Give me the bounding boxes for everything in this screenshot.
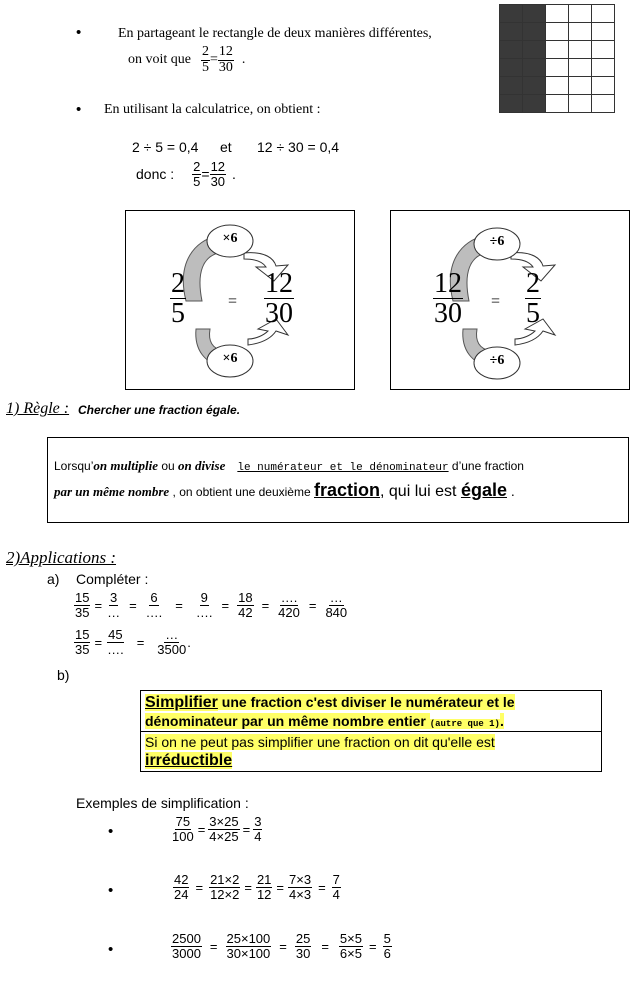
top-operator: ÷6: [489, 234, 505, 249]
fraction: [171, 932, 202, 960]
numerator: 5: [383, 931, 391, 946]
bullet-icon: •: [108, 882, 114, 899]
denominator: ….: [195, 604, 213, 620]
example-2: [173, 873, 341, 901]
fraction: [256, 873, 272, 901]
fraction: [173, 873, 189, 901]
denominator: 42: [238, 604, 253, 620]
examples-title: Exemples de simplification :: [76, 795, 249, 811]
numerator: 25: [295, 931, 311, 946]
fraction: $\frac{2}{5}$: [193, 159, 201, 189]
calc2: 12 ÷ 30 = 0,4: [257, 139, 340, 155]
equals-sign: =: [175, 597, 183, 613]
numerator: ….: [280, 590, 298, 605]
fraction: [226, 932, 272, 960]
equals-sign: =: [318, 879, 326, 895]
equals-sign: =: [368, 938, 377, 954]
simplify-definition: Simplifier une fraction c'est diviser le numérateur et le dénominateur par un même nombre entier (autre que 1).: [145, 694, 515, 729]
part-b-label: b): [57, 667, 70, 683]
denominator: 12: [256, 886, 272, 902]
numerator: 21: [256, 872, 272, 887]
equals-sign: =: [491, 293, 501, 310]
fraction: [106, 628, 125, 656]
fraction: [383, 932, 392, 960]
denominator: 30×100: [226, 945, 271, 961]
equals-sign: =: [228, 293, 238, 310]
fraction: $\frac{2}{5}$: [202, 44, 209, 75]
denominator: 4×3: [289, 886, 312, 902]
fraction: [171, 815, 195, 843]
denominator: 100: [172, 828, 194, 844]
irreducible-definition: Si on ne peut pas simplifier une fraction on dit qu'elle est irréductible: [145, 734, 495, 769]
complete-row-2: [74, 628, 191, 656]
fraction: $\frac{12}{30}$: [210, 159, 226, 189]
diagram-multiply: [125, 210, 355, 390]
fraction: [195, 591, 214, 619]
fraction: [74, 628, 90, 656]
equals-sign: =: [197, 821, 206, 837]
example-3: [171, 932, 392, 960]
equals-sign: =: [242, 821, 251, 837]
fraction: [106, 591, 121, 619]
left-fraction: $\frac{12}{30}$: [434, 268, 462, 330]
numerator: 3: [254, 814, 262, 829]
numerator: 21×2: [210, 872, 240, 887]
denominator: 4: [254, 828, 262, 844]
equals-sign: =: [195, 879, 204, 895]
fraction: [209, 873, 240, 901]
complete-row-1: [74, 591, 348, 619]
fraction: $\frac{12}{30}$: [218, 44, 233, 75]
denominator: ….: [107, 641, 124, 657]
bullet-icon: •: [108, 823, 114, 840]
denominator: 4: [332, 886, 340, 902]
right-fraction: $\frac{2}{5}$: [526, 268, 540, 330]
calc1: 2 ÷ 5 = 0,4: [132, 139, 199, 155]
numerator: 6: [150, 590, 158, 605]
fraction: [237, 591, 253, 619]
left-fraction: $\frac{2}{5}$: [171, 268, 185, 330]
fraction: [332, 873, 341, 901]
fraction: [156, 628, 187, 656]
rule-text-line1: Lorsqu’on multiplie ou on divise le numérateur et le dénominateur d’une fraction: [54, 458, 524, 474]
denominator: 12×2: [210, 886, 240, 902]
numerator: 3×25: [209, 814, 239, 829]
numerator: 7: [332, 872, 340, 887]
fraction: [288, 873, 312, 901]
denominator: 35: [75, 641, 90, 657]
equals-sign: =: [261, 597, 270, 613]
top-operator: ×6: [222, 231, 238, 246]
equals-sign: =: [209, 938, 218, 954]
equals-sign: =: [94, 597, 103, 613]
bottom-operator: ×6: [222, 351, 238, 366]
donc-label: donc :: [136, 166, 175, 183]
fraction: [74, 591, 90, 619]
intro-line3: En utilisant la calculatrice, on obtient :: [104, 102, 321, 117]
fraction: [145, 591, 164, 619]
numerator: 18: [238, 590, 253, 605]
fraction: [253, 815, 262, 843]
equals-sign: =: [94, 634, 103, 650]
numerator: 15: [75, 627, 90, 642]
fraction: [324, 591, 348, 619]
fraction: [277, 591, 301, 619]
part-a-title: Compléter :: [76, 571, 149, 587]
row-end: .: [187, 634, 191, 650]
example-1: [171, 815, 262, 843]
fraction: [295, 932, 311, 960]
numerator: 25×100: [226, 931, 271, 946]
equals-sign: =: [321, 938, 329, 954]
numerator: 7×3: [289, 872, 312, 887]
equals-sign: =: [308, 597, 317, 613]
fraction: [208, 815, 239, 843]
numerator: …: [165, 627, 179, 642]
denominator: 6: [383, 945, 391, 961]
numerator: 45: [108, 627, 123, 642]
denominator: 35: [75, 604, 90, 620]
intro-line2: on voit que $\frac{2}{5}$ = $\frac{12}{30}$ .: [128, 44, 246, 75]
calc-and: et: [220, 139, 232, 155]
denominator: 6×5: [339, 945, 362, 961]
applications-heading: 2)Applications :: [6, 548, 117, 567]
equals-sign: =: [136, 634, 145, 650]
fraction: [339, 932, 363, 960]
numerator: 75: [175, 814, 191, 829]
rule-text-line2: par un même nombre , on obtient une deuxième fraction, qui lui est égale .: [54, 480, 515, 500]
right-fraction: $\frac{12}{30}$: [265, 268, 293, 330]
equals-sign: =: [244, 879, 252, 895]
denominator: 4×25: [209, 828, 239, 844]
numerator: …: [329, 590, 343, 605]
numerator: 9: [200, 590, 208, 605]
rule-heading: 1) Règle :: [6, 400, 70, 417]
bullet-icon: •: [76, 24, 82, 41]
bottom-operator: ÷6: [489, 353, 505, 368]
denominator: 3000: [172, 945, 201, 961]
divider: [141, 731, 601, 732]
denominator: 840: [325, 604, 348, 620]
bullet-icon: •: [76, 101, 82, 118]
donc-line: donc : $\frac{2}{5}$ = $\frac{12}{30}$ .: [136, 159, 236, 189]
denominator: 420: [278, 604, 300, 620]
simplify-definition-box: [140, 690, 602, 772]
equals-sign: =: [279, 938, 287, 954]
denominator: 3500: [157, 641, 187, 657]
rectangle-grid: [499, 4, 615, 113]
denominator: ….: [145, 604, 163, 620]
bullet-icon: •: [108, 941, 114, 958]
denominator: 24: [174, 886, 189, 902]
numerator: 42: [174, 872, 189, 887]
numerator: 3: [109, 590, 118, 605]
rule-box: [47, 437, 629, 523]
numerator: 5×5: [339, 931, 362, 946]
part-a-label: a): [47, 571, 60, 587]
equals-sign: =: [129, 597, 137, 613]
equals-sign: =: [276, 879, 285, 895]
rule-title: Chercher une fraction égale.: [78, 403, 241, 417]
intro-line2-prefix: on voit que: [128, 52, 191, 68]
numerator: 2500: [172, 931, 201, 946]
diagram-divide: [390, 210, 630, 390]
numerator: 15: [75, 590, 90, 605]
denominator: …: [107, 604, 121, 620]
equals-sign: =: [221, 597, 230, 613]
intro-line1: En partageant le rectangle de deux manières différentes,: [118, 26, 432, 41]
denominator: 30: [295, 945, 311, 961]
